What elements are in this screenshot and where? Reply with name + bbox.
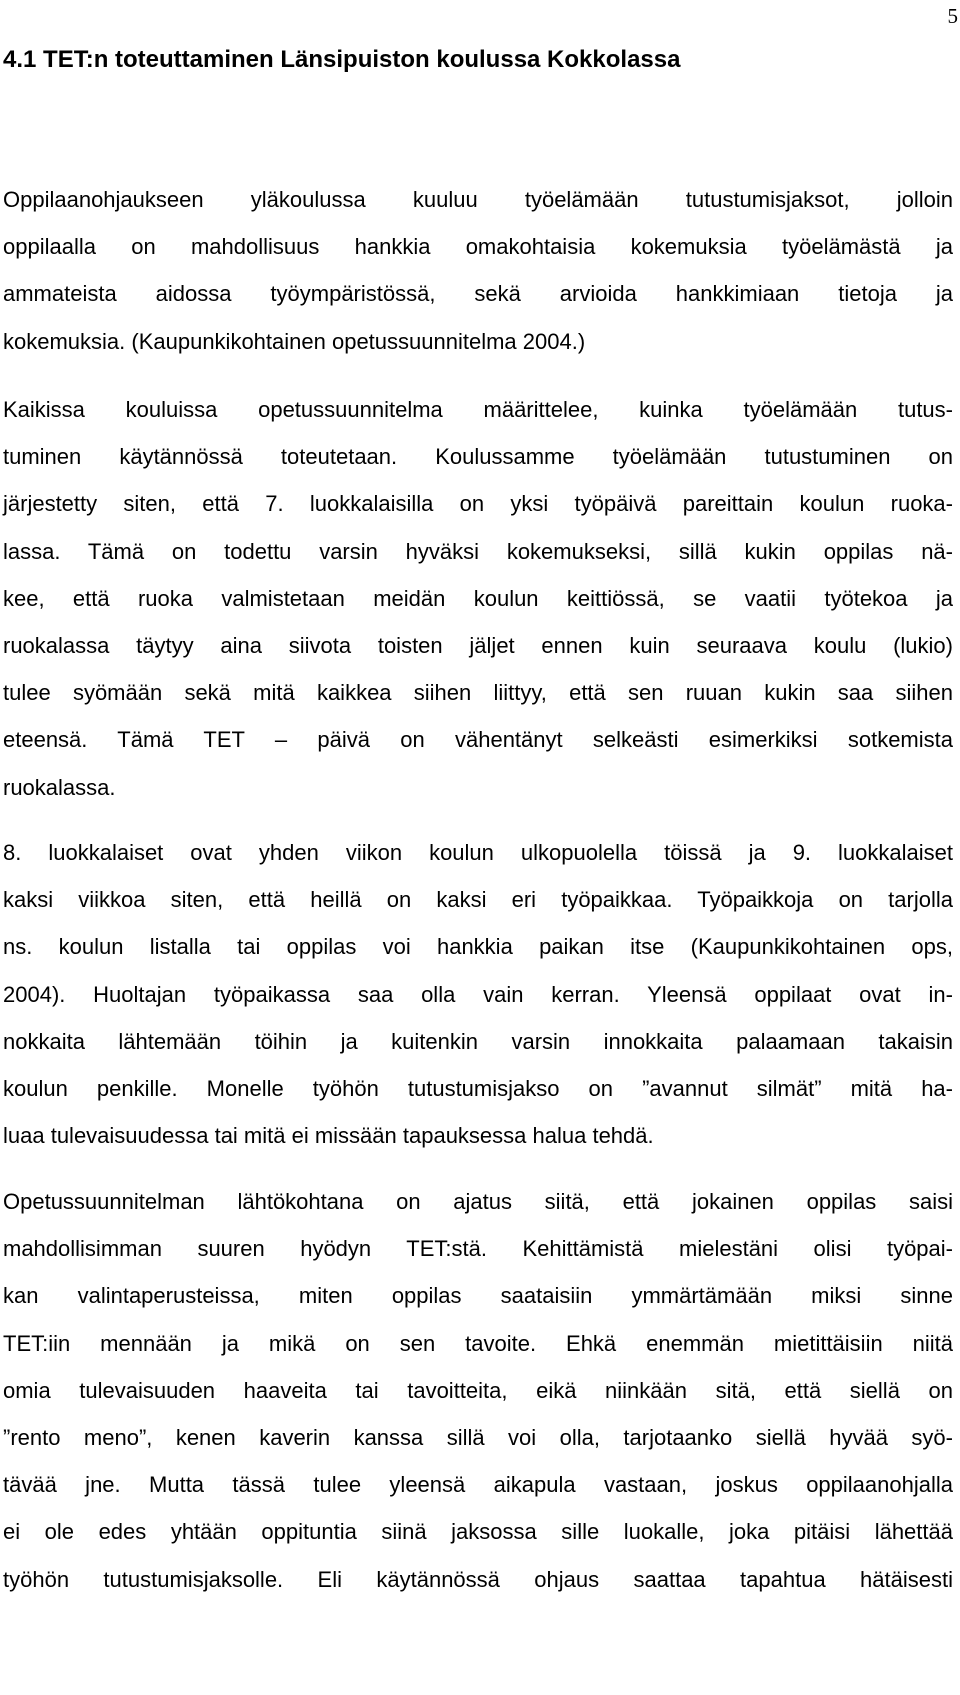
text-line: ei ole edes yhtään oppituntia siinä jaksossa sille luokalle, joka pitäisi lähettää [3, 1519, 953, 1545]
text-line: työhön tutustumisjaksolle. Eli käytännössä ohjaus saattaa tapahtua hätäisesti [3, 1566, 953, 1592]
text-line: mahdollisimman suuren hyödyn TET:stä. Kehittämistä mielestäni olisi työpai- [3, 1236, 953, 1262]
text-line: Oppilaanohjaukseen yläkoulussa kuuluu työelämään tutustumisjaksot, jolloin [3, 187, 953, 212]
page-number: 5 [947, 4, 958, 28]
text-line: lassa. Tämä on todettu varsin hyväksi kokemukseksi, sillä kukin oppilas nä- [3, 538, 953, 564]
text-line: ammateista aidossa työympäristössä, sekä arvioida hankkimiaan tietoja ja [3, 281, 953, 307]
text-line: kokemuksia. (Kaupunkikohtainen opetussuunnitelma 2004.) [3, 328, 586, 354]
text-line: kaksi viikkoa siten, että heillä on kaksi eri työpaikkaa. Työpaikkoja on tarjolla [3, 887, 953, 913]
text-line: tulee syömään sekä mitä kaikkea siihen liittyy, että sen ruuan kukin saa siihen [3, 680, 953, 706]
paragraph-1 [3, 176, 953, 365]
text-line: Opetussuunnitelman lähtökohtana on ajatus siitä, että jokainen oppilas saisi [3, 1189, 953, 1214]
text-line: ”rento meno”, kenen kaverin kanssa sillä voi olla, tarjotaanko siellä hyvää syö- [3, 1424, 953, 1450]
text-line: TET:iin mennään ja mikä on sen tavoite. Ehkä enemmän mietittäisiin niitä [3, 1330, 953, 1356]
text-line: omia tulevaisuuden haaveita tai tavoitteita, eikä niinkään sitä, että siellä on [3, 1377, 953, 1403]
text-line: luaa tulevaisuudessa tai mitä ei missään tapauksessa halua tehdä. [3, 1123, 654, 1149]
text-line: tävää jne. Mutta tässä tulee yleensä aikapula vastaan, joskus oppilaanohjalla [3, 1472, 953, 1498]
text-line: ns. koulun listalla tai oppilas voi hankkia paikan itse (Kaupunkikohtainen ops, [3, 934, 953, 960]
text-line: kan valintaperusteissa, miten oppilas saataisiin ymmärtämään miksi sinne [3, 1283, 953, 1309]
text-line: ruokalassa. [3, 774, 116, 800]
text-line: järjestetty siten, että 7. luokkalaisilla on yksi työpäivä pareittain koulun ruoka- [3, 491, 953, 517]
text-line: koulun penkille. Monelle työhön tutustumisjakso on ”avannut silmät” mitä ha- [3, 1075, 953, 1101]
text-line: nokkaita lähtemään töihin ja kuitenkin varsin innokkaita palaamaan takaisin [3, 1028, 953, 1054]
text-line: 2004). Huoltajan työpaikassa saa olla vain kerran. Yleensä oppilaat ovat in- [3, 981, 953, 1007]
text-line: kee, että ruoka valmistetaan meidän koulun keittiössä, se vaatii työtekoa ja [3, 585, 953, 611]
text-line: 8. luokkalaiset ovat yhden viikon koulun ulkopuolella töissä ja 9. luokkalaiset [3, 840, 953, 865]
text-line: oppilaalla on mahdollisuus hankkia omakohtaisia kokemuksia työelämästä ja [3, 234, 953, 260]
text-line: eteensä. Tämä TET – päivä on vähentänyt selkeästi esimerkiksi sotkemista [3, 727, 953, 753]
text-line: Kaikissa kouluissa opetussuunnitelma määrittelee, kuinka työelämään tutus- [3, 397, 953, 422]
text-line: tuminen käytännössä toteutetaan. Koulussamme työelämään tutustuminen on [3, 444, 953, 470]
paragraph-3 [3, 829, 953, 1159]
paragraph-2 [3, 386, 953, 811]
section-heading: 4.1 TET:n toteuttaminen Länsipuiston koulussa Kokkolassa [3, 46, 681, 73]
paragraph-4 [3, 1178, 953, 1603]
text-line: ruokalassa täytyy aina siivota toisten jäljet ennen kuin seuraava koulu (lukio) [3, 632, 953, 658]
